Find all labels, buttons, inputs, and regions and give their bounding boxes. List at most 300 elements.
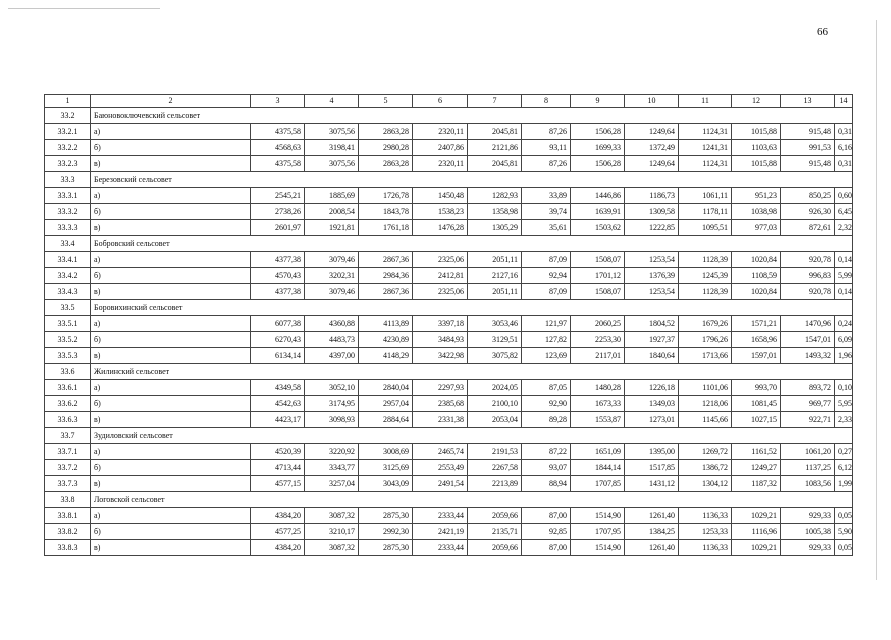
value-cell: 2601,97	[251, 220, 305, 236]
table-row	[45, 412, 853, 428]
value-cell: 3343,77	[305, 460, 359, 476]
row-code: 33.7.2	[45, 460, 91, 476]
table-row	[45, 332, 853, 348]
row-variant: б)	[91, 268, 251, 284]
value-cell: 2121,86	[468, 140, 522, 156]
row-variant: в)	[91, 476, 251, 492]
value-cell: 1249,27	[732, 460, 781, 476]
value-cell: 1136,33	[679, 540, 732, 556]
value-cell: 87,22	[522, 444, 571, 460]
row-code: 33.2.2	[45, 140, 91, 156]
value-cell: 4384,20	[251, 508, 305, 524]
table-row	[45, 220, 853, 236]
value-cell: 2045,81	[468, 156, 522, 172]
value-cell: 92,85	[522, 524, 571, 540]
page-edge-line	[876, 20, 877, 580]
value-cell: 1222,85	[625, 220, 679, 236]
value-cell: 4375,58	[251, 124, 305, 140]
value-cell: 4377,38	[251, 252, 305, 268]
value-cell: 3008,69	[359, 444, 413, 460]
value-cell: 1446,86	[571, 188, 625, 204]
value-cell: 4360,88	[305, 316, 359, 332]
value-cell: 1027,15	[732, 412, 781, 428]
value-cell: 1218,06	[679, 396, 732, 412]
value-cell: 1081,45	[732, 396, 781, 412]
value-cell: 1927,37	[625, 332, 679, 348]
value-cell: 926,30	[781, 204, 835, 220]
value-cell: 1679,26	[679, 316, 732, 332]
value-cell: 87,26	[522, 124, 571, 140]
value-cell: 1506,28	[571, 124, 625, 140]
value-cell: 3052,10	[305, 380, 359, 396]
column-number: 7	[468, 95, 522, 108]
section-title: Жилинский сельсовет	[91, 364, 853, 380]
value-cell: 2840,04	[359, 380, 413, 396]
value-cell: 929,33	[781, 508, 835, 524]
section-title: Логовской сельсовет	[91, 492, 853, 508]
value-cell: 35,61	[522, 220, 571, 236]
column-number: 6	[413, 95, 468, 108]
value-cell: 1083,56	[781, 476, 835, 492]
row-code: 33.4.2	[45, 268, 91, 284]
value-cell: 87,05	[522, 380, 571, 396]
value-cell: 1101,06	[679, 380, 732, 396]
value-cell: 3129,51	[468, 332, 522, 348]
value-cell: 1547,01	[781, 332, 835, 348]
value-cell: 1651,09	[571, 444, 625, 460]
value-cell: 893,72	[781, 380, 835, 396]
row-variant: б)	[91, 524, 251, 540]
value-cell: 1480,28	[571, 380, 625, 396]
value-cell: 0,27	[835, 444, 853, 460]
section-code: 33.4	[45, 236, 91, 252]
table-row	[45, 396, 853, 412]
value-cell: 2867,36	[359, 284, 413, 300]
value-cell: 4483,73	[305, 332, 359, 348]
column-number: 4	[305, 95, 359, 108]
value-cell: 2059,66	[468, 508, 522, 524]
value-cell: 2297,93	[413, 380, 468, 396]
column-number: 5	[359, 95, 413, 108]
row-variant: б)	[91, 140, 251, 156]
row-variant: б)	[91, 332, 251, 348]
value-cell: 1253,54	[625, 284, 679, 300]
table-row	[45, 460, 853, 476]
row-variant: б)	[91, 460, 251, 476]
value-cell: 89,28	[522, 412, 571, 428]
value-cell: 1726,78	[359, 188, 413, 204]
value-cell: 2331,38	[413, 412, 468, 428]
value-cell: 1358,98	[468, 204, 522, 220]
table-row	[45, 284, 853, 300]
value-cell: 5,95	[835, 396, 853, 412]
value-cell: 920,78	[781, 284, 835, 300]
value-cell: 922,71	[781, 412, 835, 428]
row-code: 33.2.1	[45, 124, 91, 140]
value-cell: 1597,01	[732, 348, 781, 364]
value-cell: 2213,89	[468, 476, 522, 492]
table-row	[45, 252, 853, 268]
value-cell: 87,09	[522, 284, 571, 300]
value-cell: 1701,12	[571, 268, 625, 284]
value-cell: 0,14	[835, 284, 853, 300]
value-cell: 872,61	[781, 220, 835, 236]
value-cell: 2024,05	[468, 380, 522, 396]
value-cell: 2060,25	[571, 316, 625, 332]
value-cell: 4568,63	[251, 140, 305, 156]
value-cell: 2135,71	[468, 524, 522, 540]
value-cell: 1108,59	[732, 268, 781, 284]
value-cell: 1493,32	[781, 348, 835, 364]
table-row	[45, 348, 853, 364]
value-cell: 4577,25	[251, 524, 305, 540]
row-code: 33.8.1	[45, 508, 91, 524]
column-number: 11	[679, 95, 732, 108]
value-cell: 977,03	[732, 220, 781, 236]
value-cell: 2333,44	[413, 540, 468, 556]
value-cell: 87,09	[522, 252, 571, 268]
value-cell: 2117,01	[571, 348, 625, 364]
value-cell: 4377,38	[251, 284, 305, 300]
value-cell: 123,69	[522, 348, 571, 364]
value-cell: 2320,11	[413, 124, 468, 140]
value-cell: 2491,54	[413, 476, 468, 492]
value-cell: 1470,96	[781, 316, 835, 332]
value-cell: 2008,54	[305, 204, 359, 220]
value-cell: 92,90	[522, 396, 571, 412]
value-cell: 4577,15	[251, 476, 305, 492]
section-code: 33.5	[45, 300, 91, 316]
value-cell: 1508,07	[571, 284, 625, 300]
value-cell: 127,82	[522, 332, 571, 348]
value-cell: 6,09	[835, 332, 853, 348]
value-cell: 1707,95	[571, 524, 625, 540]
value-cell: 2325,06	[413, 252, 468, 268]
page-number: 66	[817, 26, 828, 38]
table-row	[45, 188, 853, 204]
value-cell: 1349,03	[625, 396, 679, 412]
value-cell: 1128,39	[679, 284, 732, 300]
value-cell: 3087,32	[305, 508, 359, 524]
column-number: 1	[45, 95, 91, 108]
value-cell: 92,94	[522, 268, 571, 284]
value-cell: 2980,28	[359, 140, 413, 156]
value-cell: 2407,86	[413, 140, 468, 156]
table-row	[45, 204, 853, 220]
value-cell: 0,60	[835, 188, 853, 204]
value-cell: 2884,64	[359, 412, 413, 428]
value-cell: 2045,81	[468, 124, 522, 140]
table-body	[45, 95, 853, 556]
value-cell: 121,97	[522, 316, 571, 332]
value-cell: 4113,89	[359, 316, 413, 332]
value-cell: 1305,29	[468, 220, 522, 236]
value-cell: 1713,66	[679, 348, 732, 364]
value-cell: 2053,04	[468, 412, 522, 428]
section-code: 33.2	[45, 108, 91, 124]
value-cell: 2867,36	[359, 252, 413, 268]
table-row	[45, 540, 853, 556]
section-code: 33.7	[45, 428, 91, 444]
value-cell: 2545,21	[251, 188, 305, 204]
value-cell: 3079,46	[305, 252, 359, 268]
value-cell: 3098,93	[305, 412, 359, 428]
value-cell: 0,24	[835, 316, 853, 332]
value-cell: 1514,90	[571, 540, 625, 556]
value-cell: 1553,87	[571, 412, 625, 428]
value-cell: 2553,49	[413, 460, 468, 476]
value-cell: 87,00	[522, 508, 571, 524]
value-cell: 2992,30	[359, 524, 413, 540]
row-variant: а)	[91, 188, 251, 204]
value-cell: 39,74	[522, 204, 571, 220]
section-row	[45, 428, 853, 444]
row-code: 33.2.3	[45, 156, 91, 172]
value-cell: 920,78	[781, 252, 835, 268]
section-row	[45, 108, 853, 124]
value-cell: 2863,28	[359, 124, 413, 140]
value-cell: 1253,54	[625, 252, 679, 268]
value-cell: 2051,11	[468, 252, 522, 268]
value-cell: 4520,39	[251, 444, 305, 460]
value-cell: 1015,88	[732, 156, 781, 172]
table-row	[45, 476, 853, 492]
value-cell: 1128,39	[679, 252, 732, 268]
value-cell: 1309,58	[625, 204, 679, 220]
row-variant: в)	[91, 156, 251, 172]
value-cell: 0,05	[835, 540, 853, 556]
section-title: Березовский сельсовет	[91, 172, 853, 188]
table-row	[45, 444, 853, 460]
row-code: 33.7.1	[45, 444, 91, 460]
value-cell: 5,90	[835, 524, 853, 540]
value-cell: 969,77	[781, 396, 835, 412]
value-cell: 1187,32	[732, 476, 781, 492]
value-cell: 4713,44	[251, 460, 305, 476]
value-cell: 1161,52	[732, 444, 781, 460]
value-cell: 1124,31	[679, 124, 732, 140]
value-cell: 1372,49	[625, 140, 679, 156]
value-cell: 2253,30	[571, 332, 625, 348]
value-cell: 4148,29	[359, 348, 413, 364]
value-cell: 2957,04	[359, 396, 413, 412]
row-code: 33.8.3	[45, 540, 91, 556]
value-cell: 1707,85	[571, 476, 625, 492]
value-cell: 2738,26	[251, 204, 305, 220]
value-cell: 1538,23	[413, 204, 468, 220]
value-cell: 3257,04	[305, 476, 359, 492]
value-cell: 929,33	[781, 540, 835, 556]
row-code: 33.5.1	[45, 316, 91, 332]
value-cell: 6,16	[835, 140, 853, 156]
value-cell: 1020,84	[732, 252, 781, 268]
value-cell: 0,31	[835, 124, 853, 140]
value-cell: 1282,93	[468, 188, 522, 204]
section-row	[45, 492, 853, 508]
row-variant: а)	[91, 508, 251, 524]
value-cell: 6,45	[835, 204, 853, 220]
value-cell: 2385,68	[413, 396, 468, 412]
row-code: 33.5.3	[45, 348, 91, 364]
value-cell: 993,70	[732, 380, 781, 396]
value-cell: 1658,96	[732, 332, 781, 348]
value-cell: 1253,33	[679, 524, 732, 540]
value-cell: 3174,95	[305, 396, 359, 412]
row-code: 33.4.1	[45, 252, 91, 268]
value-cell: 2984,36	[359, 268, 413, 284]
value-cell: 2875,30	[359, 540, 413, 556]
row-variant: а)	[91, 444, 251, 460]
value-cell: 0,10	[835, 380, 853, 396]
row-variant: в)	[91, 348, 251, 364]
value-cell: 93,07	[522, 460, 571, 476]
value-cell: 3210,17	[305, 524, 359, 540]
row-code: 33.7.3	[45, 476, 91, 492]
value-cell: 4397,00	[305, 348, 359, 364]
row-code: 33.4.3	[45, 284, 91, 300]
row-code: 33.3.1	[45, 188, 91, 204]
row-code: 33.6.3	[45, 412, 91, 428]
value-cell: 5,99	[835, 268, 853, 284]
value-cell: 1029,21	[732, 540, 781, 556]
value-cell: 2059,66	[468, 540, 522, 556]
value-cell: 3075,56	[305, 124, 359, 140]
value-cell: 0,05	[835, 508, 853, 524]
value-cell: 1885,69	[305, 188, 359, 204]
value-cell: 3397,18	[413, 316, 468, 332]
row-variant: в)	[91, 284, 251, 300]
table-row	[45, 524, 853, 540]
row-variant: б)	[91, 204, 251, 220]
value-cell: 2,33	[835, 412, 853, 428]
value-cell: 2127,16	[468, 268, 522, 284]
value-cell: 0,14	[835, 252, 853, 268]
value-cell: 1249,64	[625, 156, 679, 172]
value-cell: 991,53	[781, 140, 835, 156]
value-cell: 1261,40	[625, 508, 679, 524]
value-cell: 3075,82	[468, 348, 522, 364]
value-cell: 951,23	[732, 188, 781, 204]
value-cell: 3043,09	[359, 476, 413, 492]
row-variant: б)	[91, 396, 251, 412]
value-cell: 1761,18	[359, 220, 413, 236]
value-cell: 1376,39	[625, 268, 679, 284]
row-variant: а)	[91, 252, 251, 268]
row-code: 33.8.2	[45, 524, 91, 540]
section-row	[45, 236, 853, 252]
value-cell: 2100,10	[468, 396, 522, 412]
table-row	[45, 380, 853, 396]
row-code: 33.6.2	[45, 396, 91, 412]
value-cell: 4542,63	[251, 396, 305, 412]
value-cell: 1061,20	[781, 444, 835, 460]
value-cell: 1005,38	[781, 524, 835, 540]
value-cell: 850,25	[781, 188, 835, 204]
row-variant: а)	[91, 316, 251, 332]
value-cell: 1476,28	[413, 220, 468, 236]
value-cell: 93,11	[522, 140, 571, 156]
section-code: 33.8	[45, 492, 91, 508]
value-cell: 1061,11	[679, 188, 732, 204]
value-cell: 1245,39	[679, 268, 732, 284]
row-variant: в)	[91, 540, 251, 556]
value-cell: 2320,11	[413, 156, 468, 172]
value-cell: 4230,89	[359, 332, 413, 348]
value-cell: 1249,64	[625, 124, 679, 140]
value-cell: 1273,01	[625, 412, 679, 428]
value-cell: 4570,43	[251, 268, 305, 284]
row-code: 33.5.2	[45, 332, 91, 348]
value-cell: 3422,98	[413, 348, 468, 364]
value-cell: 1804,52	[625, 316, 679, 332]
section-title: Боровихинский сельсовет	[91, 300, 853, 316]
section-code: 33.6	[45, 364, 91, 380]
value-cell: 2,32	[835, 220, 853, 236]
value-cell: 1029,21	[732, 508, 781, 524]
value-cell: 4384,20	[251, 540, 305, 556]
value-cell: 1095,51	[679, 220, 732, 236]
table-row	[45, 156, 853, 172]
value-cell: 2051,11	[468, 284, 522, 300]
value-cell: 3198,41	[305, 140, 359, 156]
value-cell: 87,00	[522, 540, 571, 556]
table-row	[45, 508, 853, 524]
tariff-table	[44, 94, 853, 556]
value-cell: 1261,40	[625, 540, 679, 556]
value-cell: 1673,33	[571, 396, 625, 412]
value-cell: 1506,28	[571, 156, 625, 172]
section-code: 33.3	[45, 172, 91, 188]
value-cell: 1514,90	[571, 508, 625, 524]
section-title: Баюновоключевский сельсовет	[91, 108, 853, 124]
table-row	[45, 140, 853, 156]
value-cell: 1038,98	[732, 204, 781, 220]
value-cell: 87,26	[522, 156, 571, 172]
value-cell: 4349,58	[251, 380, 305, 396]
column-number-row	[45, 95, 853, 108]
column-number: 10	[625, 95, 679, 108]
value-cell: 3202,31	[305, 268, 359, 284]
value-cell: 3087,32	[305, 540, 359, 556]
value-cell: 1116,96	[732, 524, 781, 540]
value-cell: 1304,12	[679, 476, 732, 492]
value-cell: 6,12	[835, 460, 853, 476]
value-cell: 1431,12	[625, 476, 679, 492]
value-cell: 1844,14	[571, 460, 625, 476]
top-rule	[8, 8, 160, 9]
section-row	[45, 300, 853, 316]
value-cell: 1517,85	[625, 460, 679, 476]
value-cell: 1699,33	[571, 140, 625, 156]
value-cell: 6134,14	[251, 348, 305, 364]
value-cell: 1843,78	[359, 204, 413, 220]
section-row	[45, 172, 853, 188]
column-number: 14	[835, 95, 853, 108]
section-title: Зудиловский сельсовет	[91, 428, 853, 444]
value-cell: 915,48	[781, 156, 835, 172]
value-cell: 3079,46	[305, 284, 359, 300]
value-cell: 1386,72	[679, 460, 732, 476]
table-row	[45, 124, 853, 140]
section-title: Бобровский сельсовет	[91, 236, 853, 252]
value-cell: 2412,81	[413, 268, 468, 284]
value-cell: 1796,26	[679, 332, 732, 348]
value-cell: 1145,66	[679, 412, 732, 428]
value-cell: 4423,17	[251, 412, 305, 428]
value-cell: 1395,00	[625, 444, 679, 460]
value-cell: 996,83	[781, 268, 835, 284]
value-cell: 2191,53	[468, 444, 522, 460]
